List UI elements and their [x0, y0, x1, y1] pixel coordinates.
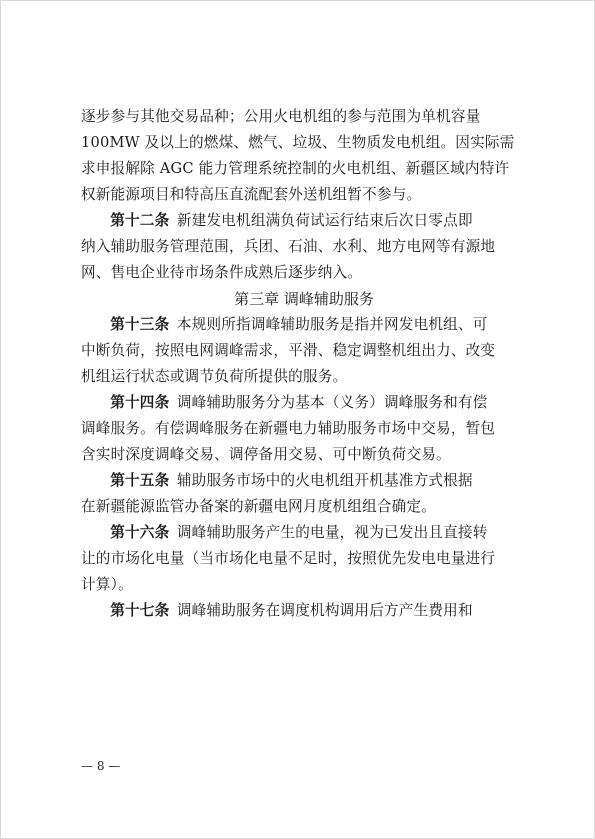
text-line: 逐步参与其他交易品种；公用火电机组的参与范围为单机容量	[81, 108, 481, 125]
article-heading: 第十四条	[110, 394, 170, 411]
text-line: 纳入辅助服务管理范围，兵团、石油、水利、地方电网等有源地	[81, 238, 496, 255]
page-body	[81, 104, 527, 624]
article-heading: 第十二条	[110, 212, 170, 229]
page-number: — 8 —	[81, 759, 121, 773]
text-line: 权新能源项目和特高压直流配套外送机组暂不参与。	[81, 186, 422, 203]
text-line: 调峰服务。有偿调峰服务在新疆电力辅助服务市场中交易，暂包	[81, 420, 496, 437]
article-text: 新建发电机组满负荷试运行结束后次日零点即	[176, 212, 473, 229]
text-line: 求申报解除 AGC 能力管理系统控制的火电机组、新疆区域内特许	[81, 160, 510, 177]
article-text: 辅助服务市场中的火电机组开机基准方式根据	[176, 472, 473, 489]
text-line: 中断负荷，按照电网调峰需求，平滑、稳定调整机组出力、改变	[81, 342, 496, 359]
text-line	[81, 312, 527, 338]
article-text: 调峰辅助服务产生的电量，视为已发出且直接转	[176, 524, 488, 541]
article-text: 调峰辅助服务在调度机构调用后方产生费用和	[176, 602, 473, 619]
article-heading: 第十七条	[110, 602, 170, 619]
article-text: 本规则所指调峰辅助服务是指并网发电机组、可	[176, 316, 488, 333]
text-line	[81, 520, 527, 546]
article-heading: 第十三条	[110, 316, 170, 333]
text-line: 机组运行状态或调节负荷所提供的服务。	[81, 368, 348, 385]
article-14	[81, 390, 527, 468]
text-line	[81, 598, 527, 624]
text-line	[81, 208, 527, 234]
article-13	[81, 312, 527, 390]
article-text: 调峰辅助服务分为基本（义务）调峰服务和有偿	[176, 394, 488, 411]
text-line: 100MW 及以上的燃煤、燃气、垃圾、生物质发电机组。因实际需	[81, 134, 515, 151]
chapter-title: 第三章 调峰辅助服务	[234, 290, 374, 308]
article-12	[81, 208, 527, 286]
text-line	[81, 390, 527, 416]
article-16	[81, 520, 527, 598]
text-line: 计算）。	[81, 576, 133, 593]
text-line	[81, 468, 527, 494]
article-heading: 第十六条	[110, 524, 170, 541]
article-17	[81, 598, 527, 624]
text-line: 在新疆能源监管办备案的新疆电网月度机组组合确定。	[81, 498, 437, 515]
article-15	[81, 468, 527, 520]
article-heading: 第十五条	[110, 472, 170, 489]
text-line: 含实时深度调峰交易、调停备用交易、可中断负荷交易。	[81, 446, 451, 463]
text-line: 让的市场化电量（当市场化电量不足时，按照优先发电电量进行	[81, 550, 496, 567]
text-line: 网、售电企业待市场条件成熟后逐步纳入。	[81, 264, 363, 281]
paragraph-continued	[81, 104, 527, 208]
